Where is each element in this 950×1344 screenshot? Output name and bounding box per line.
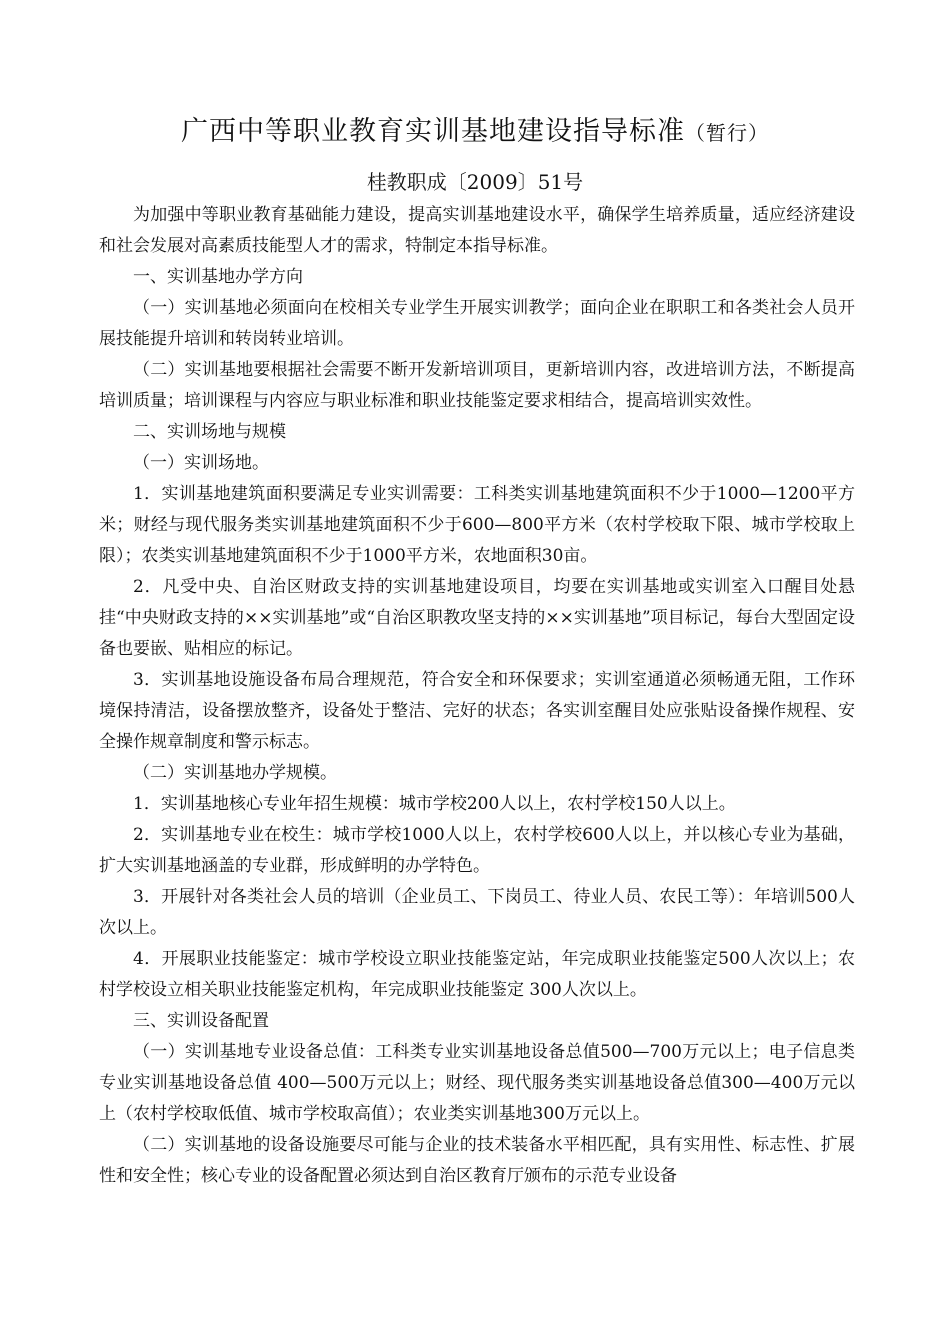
intro-paragraph: 为加强中等职业教育基础能力建设，提高实训基地建设水平，确保学生培养质量，适应经济建设和社会发展对高素质技能型人才的需求，特制定本指导标准。 [99, 205, 855, 256]
paragraph: （一）实训基地必须面向在校相关专业学生开展实训教学；面向企业在职职工和各类社会人员开展技能提升培训和转岗转业培训。 [99, 298, 855, 349]
document-number: 桂教职成〔2009〕51号 [366, 170, 584, 194]
title-main: 广西中等职业教育实训基地建设指导标准 [181, 116, 685, 147]
paragraph: 1．实训基地建筑面积要满足专业实训需要：工科类实训基地建筑面积不少于1000—1200平方米；财经与现代服务类实训基地建筑面积不少于600—800平方米（农村学校取下限、城市学校取上限）；农类实训基地建筑面积不少于1000平方米，农地面积30亩。 [99, 484, 855, 566]
paragraph: （一）实训基地专业设备总值：工科类专业实训基地设备总值500—700万元以上；电子信息类专业实训基地设备总值 400—500万元以上；财经、现代服务类实训基地设备总值300—400万元以上（农村学校取低值、城市学校取高值）；农业类实训基地300万元以上。 [99, 1042, 855, 1124]
title-suffix: （暂行） [685, 121, 769, 145]
paragraph: （二）实训基地的设备设施要尽可能与企业的技术装备水平相匹配，具有实用性、标志性、扩展性和安全性；核心专业的设备配置必须达到自治区教育厅颁布的示范专业设备 [99, 1135, 855, 1186]
subsection-heading: （一）实训场地。 [133, 453, 269, 473]
paragraph: 2．实训基地专业在校生：城市学校1000人以上，农村学校600人以上，并以核心专业为基础，扩大实训基地涵盖的专业群，形成鲜明的办学特色。 [99, 825, 855, 876]
document-title [0, 112, 950, 153]
section-heading-2: 二、实训场地与规模 [133, 422, 286, 442]
section-heading-1: 一、实训基地办学方向 [133, 267, 303, 287]
document-body [99, 200, 855, 1192]
paragraph: 1．实训基地核心专业年招生规模：城市学校200人以上，农村学校150人以上。 [133, 794, 736, 814]
paragraph: 4．开展职业技能鉴定：城市学校设立职业技能鉴定站，年完成职业技能鉴定500人次以上；农村学校设立相关职业技能鉴定机构，年完成职业技能鉴定 300人次以上。 [99, 949, 855, 1000]
subsection-heading: （二）实训基地办学规模。 [133, 763, 337, 783]
paragraph: 3．实训基地设施设备布局合理规范，符合安全和环保要求；实训室通道必须畅通无阻，工作环境保持清洁，设备摆放整齐，设备处于整洁、完好的状态；各实训室醒目处应张贴设备操作规程、安全操作规章制度和警示标志。 [99, 670, 855, 752]
paragraph: 3．开展针对各类社会人员的培训（企业员工、下岗员工、待业人员、农民工等）：年培训500人次以上。 [99, 887, 855, 938]
paragraph: （二）实训基地要根据社会需要不断开发新培训项目，更新培训内容，改进培训方法，不断提高培训质量；培训课程与内容应与职业标准和职业技能鉴定要求相结合，提高培训实效性。 [99, 360, 855, 411]
section-heading-3: 三、实训设备配置 [133, 1011, 269, 1031]
paragraph: 2．凡受中央、自治区财政支持的实训基地建设项目，均要在实训基地或实训室入口醒目处悬挂“中央财政支持的××实训基地”或“自治区职教攻坚支持的××实训基地”项目标记，每台大型固定设备也要嵌、贴相应的标记。 [99, 577, 855, 659]
